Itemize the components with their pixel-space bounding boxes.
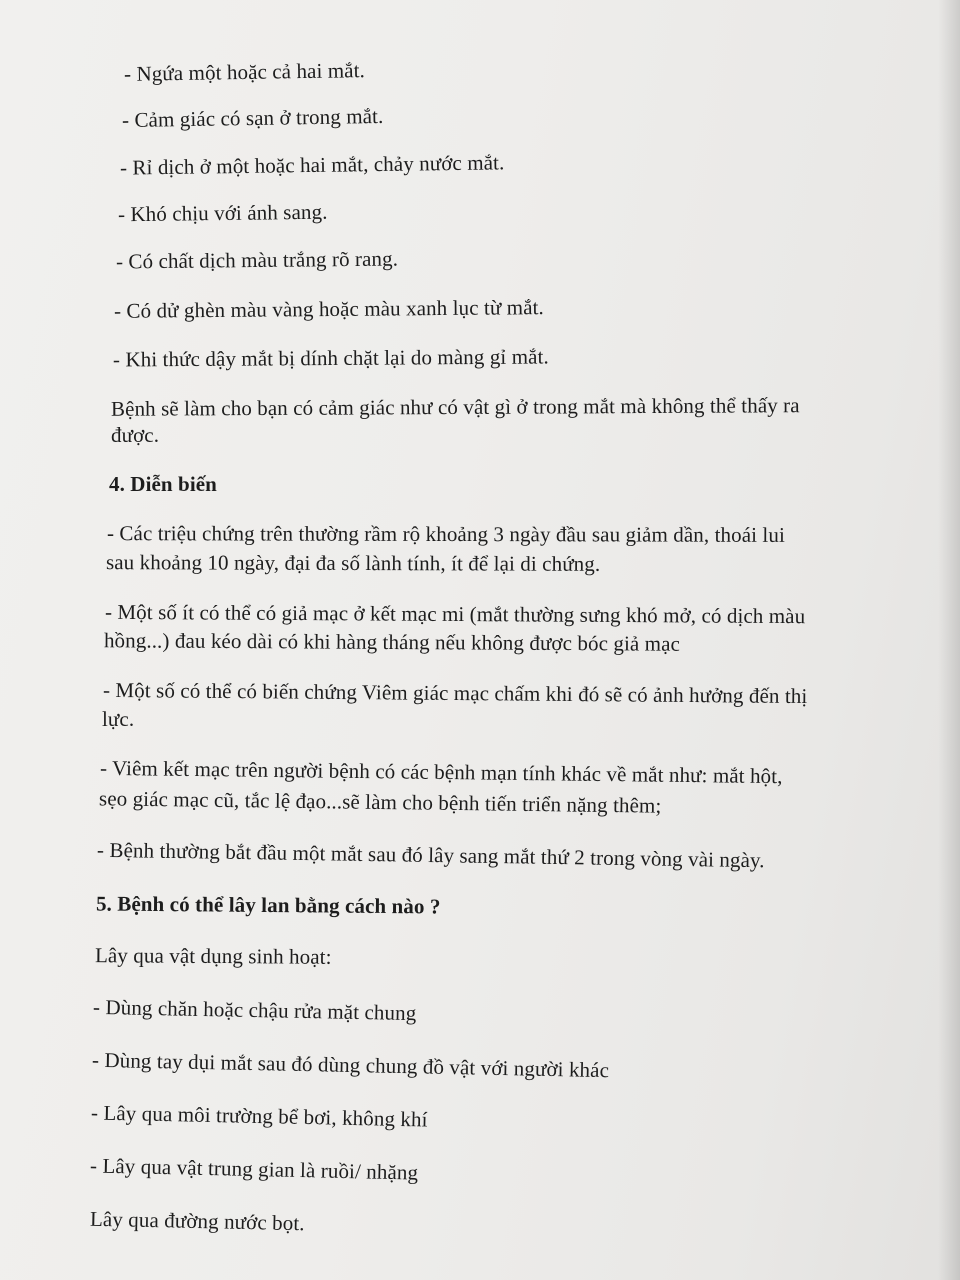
progression-item-line: - Một số ít có thể có giả mạc ở kết mạc mi (mắt thường sưng khó mở, có dịch màu (104, 599, 806, 629)
progression-item-line: sau khoảng 10 ngày, đại đa số lành tính, ít để lại di chứng. (105, 550, 601, 576)
progression-item-line: - Các triệu chứng trên thường rầm rộ khoảng 3 ngày đầu sau giảm dần, thoái lui (106, 521, 785, 547)
page-edge-shadow (938, 0, 960, 1280)
progression-item-line: hồng...) đau kéo dài có khi hàng tháng nếu không được bóc giả mạc (103, 628, 681, 656)
progression-item-line: sẹo giác mạc cũ, tắc lệ đạo...sẽ làm cho bệnh tiến triển nặng thêm; (98, 786, 662, 818)
symptom-note-line: được. (111, 423, 160, 447)
symptom-item: - Khi thức dậy mắt bị dính chặt lại do màng gỉ mắt. (112, 344, 549, 372)
progression-item-line: - Một số có thể có biến chứng Viêm giác mạc chấm khi đó sẽ có ảnh hưởng đến thị (102, 677, 808, 709)
transmission-closing: Lây qua đường nước bọt. (89, 1206, 305, 1236)
symptom-item: - Ngứa một hoặc cả hai mắt. (123, 58, 366, 86)
symptom-item: - Có chất dịch màu trắng rõ rang. (115, 246, 399, 274)
progression-item-line: - Viêm kết mạc trên người bệnh có các bệnh mạn tính khác về mắt như: mắt hột, (99, 755, 783, 789)
section-5-heading: 5. Bệnh có thể lây lan bằng cách nào ? (95, 891, 441, 919)
symptom-item: - Rỉ dịch ở một hoặc hai mắt, chảy nước mắt. (119, 150, 505, 180)
progression-item-line: lực. (102, 707, 135, 731)
transmission-item: - Lây qua vật trung gian là ruồi/ nhặng (89, 1153, 419, 1185)
symptom-note-line: Bệnh sẽ làm cho bạn có cảm giác như có vật gì ở trong mắt mà không thể thấy ra (110, 393, 800, 421)
symptom-item: - Cảm giác có sạn ở trong mắt. (121, 103, 384, 133)
symptom-item: - Khó chịu với ánh sang. (117, 199, 328, 227)
symptom-item: - Có dử ghèn màu vàng hoặc màu xanh lục từ mắt. (113, 295, 544, 323)
transmission-item: - Dùng chăn hoặc chậu rửa mặt chung (92, 994, 417, 1026)
progression-item-line: - Bệnh thường bắt đầu một mắt sau đó lây sang mắt thứ 2 trong vòng vài ngày. (96, 837, 765, 873)
section-4-heading: 4. Diễn biến (109, 472, 217, 496)
transmission-intro: Lây qua vật dụng sinh hoạt: (94, 943, 332, 969)
transmission-item: - Lây qua môi trường bể bơi, không khí (90, 1100, 428, 1132)
transmission-item: - Dùng tay dụi mắt sau đó dùng chung đồ vật với người khác (91, 1047, 610, 1083)
